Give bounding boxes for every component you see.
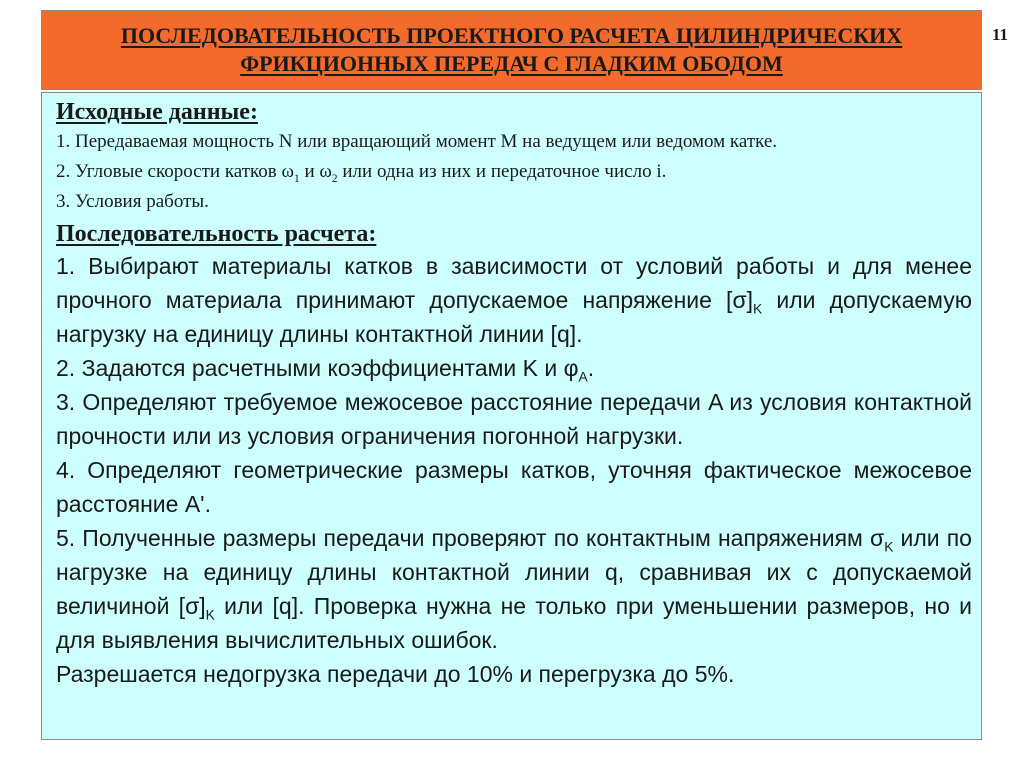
sequence-step-2 [56, 351, 972, 385]
sequence-closing-note: Разрешается недогрузка передачи до 10% и перегрузка до 5%. [56, 661, 735, 687]
content-box [41, 92, 982, 740]
phi-subscript-a: A [578, 369, 588, 385]
initial-data-item-1: 1. Передаваемая мощность N или вращающий момент M на ведущем или ведомом катке. [56, 131, 778, 152]
omega-subscript-1: 1 [294, 172, 300, 185]
initial-data-item-3: 3. Условия работы. [56, 191, 209, 212]
step-1-prefix: 1. Выбирают материалы катков в зависимости от условий работы и для менее прочного материала принимают допускаемое напряжение [σ] [56, 253, 972, 313]
sequence-step-4: 4. Определяют геометрические размеры катков, уточняя фактическое межосевое расстояние A'. [56, 457, 972, 517]
sequence-step-3: 3. Определяют требуемое межосевое расстояние передачи A из условия контактной прочности или из условия ограничения погонной нагрузки. [56, 389, 972, 449]
item-2-middle: и ω [299, 161, 332, 182]
omega-subscript-2: 2 [331, 172, 338, 185]
sigma-subscript-k-step5: K [884, 539, 894, 555]
slide-number: 11 [992, 25, 1009, 44]
step-2-suffix: . [587, 355, 595, 381]
item-2-suffix: или одна из них и передаточное число i. [337, 161, 667, 182]
initial-data-heading: Исходные данные: [56, 99, 258, 125]
sigma-subscript-k: K [753, 301, 763, 317]
sequence-step-5 [56, 521, 972, 657]
slide-title-line-1: ПОСЛЕДОВАТЕЛЬНОСТЬ ПРОЕКТНОГО РАСЧЕТА ЦИЛИНДРИЧЕСКИХ [120, 23, 903, 48]
initial-data-item-2 [56, 157, 972, 187]
step-5-part-3: или [q]. Проверка нужна не только при уменьшении размеров, но и для выявления вычислительных ошибок. [56, 593, 972, 653]
sequence-step-1 [56, 249, 972, 351]
sigma-subscript-k-step5-b: K [205, 607, 215, 623]
slide-title-box [41, 10, 982, 90]
step-1-suffix: или допускаемую нагрузку на единицу длины контактной линии [q]. [56, 287, 972, 347]
step-5-part-2: или по нагрузке на единицу длины контактной линии q, сравнивая их с допускаемой величиной [σ] [56, 525, 972, 619]
sequence-heading: Последовательность расчета: [56, 221, 377, 247]
step-2-prefix: 2. Задаются расчетными коэффициентами K и φ [56, 355, 579, 381]
step-5-part-1: 5. Полученные размеры передачи проверяют по контактным напряжениям σ [56, 525, 885, 551]
slide-title-line-2: ФРИКЦИОННЫХ ПЕРЕДАЧ С ГЛАДКИМ ОБОДОМ [240, 51, 783, 76]
item-2-prefix: 2. Угловые скорости катков ω [56, 161, 295, 182]
